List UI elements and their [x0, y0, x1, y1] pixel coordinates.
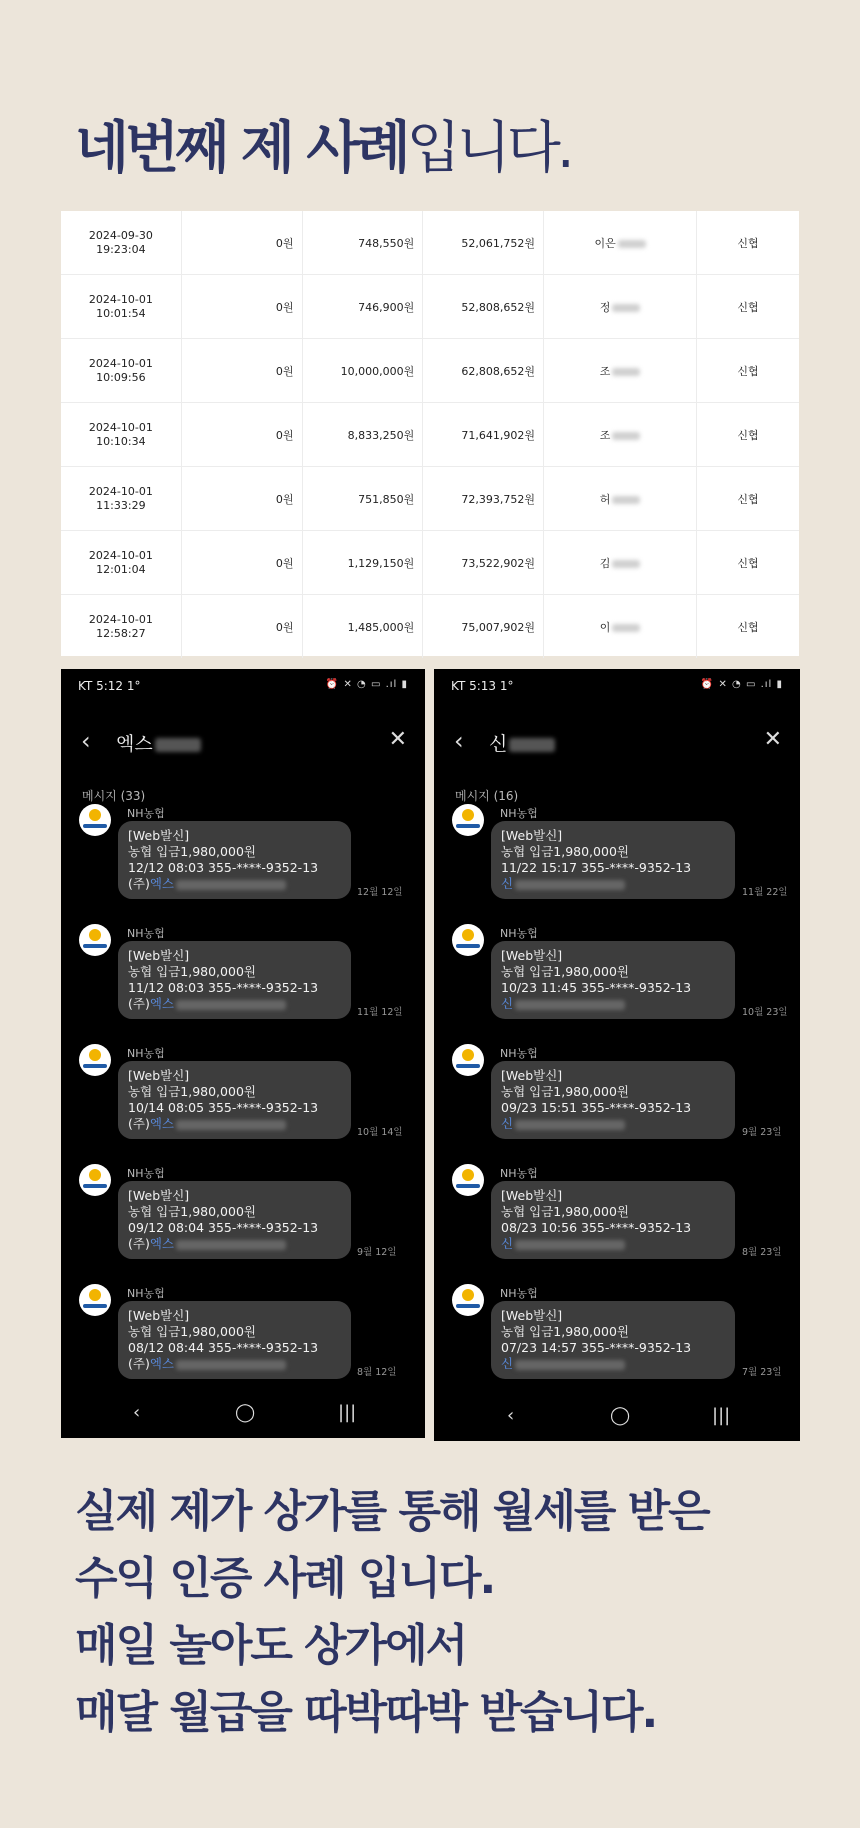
tx-bank: 신협	[737, 492, 759, 506]
tx-balance: 52,808,652원	[461, 300, 536, 314]
table-cell	[423, 467, 544, 531]
message-line: 농협 입금1,980,000원	[128, 964, 256, 979]
tx-name: 정	[599, 300, 611, 314]
table-cell	[181, 339, 302, 403]
message-bubble[interactable]	[491, 821, 735, 899]
tx-withdraw: 0원	[275, 236, 294, 250]
tx-date: 2024-10-01	[88, 484, 153, 498]
message-bubble[interactable]	[118, 1301, 351, 1379]
message-line: 신	[501, 1356, 725, 1372]
table-cell	[544, 467, 697, 531]
tx-bank: 신협	[737, 620, 759, 634]
message-item[interactable]	[61, 1044, 425, 1164]
nh-bank-logo-icon	[79, 1044, 111, 1076]
table-cell	[181, 595, 302, 659]
message-line: [Web발신]	[128, 828, 190, 843]
message-sender: NH농협	[127, 1047, 165, 1060]
body-line: 실제 제가 상가를 통해 월세를 받은	[75, 1486, 709, 1537]
table-cell	[423, 595, 544, 659]
message-line: 신	[501, 1116, 725, 1132]
tx-date: 2024-10-01	[88, 548, 153, 562]
message-date: 10월 14일	[357, 1127, 403, 1138]
nh-bank-logo-icon	[79, 804, 111, 836]
table-cell	[181, 403, 302, 467]
nav-back-icon[interactable]: ‹	[507, 1405, 515, 1426]
tx-bank: 신협	[737, 236, 759, 250]
tx-withdraw: 0원	[275, 620, 294, 634]
message-line: 농협 입금1,980,000원	[501, 964, 629, 979]
tx-time: 12:01:04	[96, 562, 146, 576]
tx-withdraw: 0원	[275, 492, 294, 506]
tx-date: 2024-10-01	[88, 420, 153, 434]
tx-name: 이	[599, 620, 611, 634]
nh-bank-logo-icon	[452, 804, 484, 836]
message-line: 10/23 11:45 355-****-9352-13	[501, 980, 692, 995]
table-cell	[423, 339, 544, 403]
message-line: 농협 입금1,980,000원	[501, 1324, 629, 1339]
blurred-text	[612, 368, 640, 376]
table-cell	[302, 595, 423, 659]
status-bar-time: KT 5:12 1°	[78, 679, 141, 693]
nav-recents-icon[interactable]: |||	[338, 1402, 357, 1423]
message-line: 09/23 15:51 355-****-9352-13	[501, 1100, 692, 1115]
blurred-text	[612, 624, 640, 632]
message-line: [Web발신]	[501, 948, 563, 963]
tx-date: 2024-10-01	[88, 292, 153, 306]
blurred-text	[176, 1120, 286, 1130]
blurred-text	[176, 880, 286, 890]
blurred-text	[176, 1000, 286, 1010]
message-item[interactable]	[61, 1284, 425, 1404]
blurred-text	[515, 1000, 625, 1010]
message-bubble[interactable]	[491, 1301, 735, 1379]
message-line: 08/12 08:44 355-****-9352-13	[128, 1340, 319, 1355]
nh-bank-logo-icon	[79, 1284, 111, 1316]
message-line: [Web발신]	[128, 1188, 190, 1203]
tx-name: 조	[599, 428, 611, 442]
tx-balance: 72,393,752원	[461, 492, 536, 506]
table-cell	[697, 211, 799, 275]
tx-bank: 신협	[737, 428, 759, 442]
message-line: (주)엑스	[128, 1116, 341, 1132]
table-cell	[302, 467, 423, 531]
table-cell	[61, 531, 181, 595]
back-icon[interactable]: ‹	[454, 727, 464, 755]
nh-bank-logo-icon	[79, 924, 111, 956]
table-cell	[697, 595, 799, 659]
nav-home-icon[interactable]: ◯	[235, 1402, 256, 1423]
tx-balance: 52,061,752원	[461, 236, 536, 250]
message-date: 8월 12일	[357, 1367, 397, 1378]
message-sender: NH농협	[500, 1047, 538, 1060]
tx-deposit: 10,000,000원	[340, 364, 415, 378]
table-cell	[181, 531, 302, 595]
tx-time: 10:01:54	[96, 306, 146, 320]
table-cell	[302, 403, 423, 467]
tx-balance: 75,007,902원	[461, 620, 536, 634]
blurred-text	[612, 304, 640, 312]
message-line: 농협 입금1,980,000원	[128, 1084, 256, 1099]
message-date: 7월 23일	[742, 1367, 782, 1378]
message-line: [Web발신]	[501, 828, 563, 843]
blurred-text	[515, 880, 625, 890]
message-line: 신	[501, 996, 725, 1012]
message-sender: NH농협	[127, 927, 165, 940]
message-line: 농협 입금1,980,000원	[128, 1204, 256, 1219]
table-row	[61, 275, 799, 339]
message-line: 08/23 10:56 355-****-9352-13	[501, 1220, 692, 1235]
tx-deposit: 746,900원	[358, 300, 415, 314]
tx-deposit: 751,850원	[358, 492, 415, 506]
message-bubble[interactable]	[118, 821, 351, 899]
message-date: 10월 23일	[742, 1007, 788, 1018]
message-line: 12/12 08:03 355-****-9352-13	[128, 860, 319, 875]
table-cell	[697, 339, 799, 403]
transaction-table	[61, 211, 799, 656]
message-date: 12월 12일	[357, 887, 403, 898]
nh-bank-logo-icon	[452, 1044, 484, 1076]
close-icon[interactable]: ✕	[763, 727, 782, 752]
message-bubble[interactable]	[118, 1061, 351, 1139]
message-line: (주)엑스	[128, 996, 341, 1012]
tx-withdraw: 0원	[275, 364, 294, 378]
page-title	[75, 104, 571, 184]
tx-withdraw: 0원	[275, 428, 294, 442]
table-cell	[302, 275, 423, 339]
message-item[interactable]	[434, 804, 800, 924]
message-bubble[interactable]	[491, 1181, 735, 1259]
message-line: [Web발신]	[501, 1308, 563, 1323]
message-line: 07/23 14:57 355-****-9352-13	[501, 1340, 692, 1355]
body-text	[75, 1478, 709, 1746]
blurred-text	[515, 1120, 625, 1130]
table-cell	[302, 211, 423, 275]
message-date: 9월 23일	[742, 1127, 782, 1138]
tx-time: 10:09:56	[96, 370, 146, 384]
tx-time: 19:23:04	[96, 242, 146, 256]
table-cell	[61, 339, 181, 403]
message-line: 10/14 08:05 355-****-9352-13	[128, 1100, 319, 1115]
contact-name: 엑스	[116, 729, 201, 756]
blurred-text	[155, 738, 201, 752]
tx-time: 12:58:27	[96, 626, 146, 640]
message-item[interactable]	[61, 924, 425, 1044]
table-cell	[61, 403, 181, 467]
table-row	[61, 595, 799, 659]
table-row	[61, 467, 799, 531]
message-line: (주)엑스	[128, 1236, 341, 1252]
body-line: 수익 인증 사례 입니다.	[75, 1553, 495, 1604]
message-line: [Web발신]	[501, 1188, 563, 1203]
table-cell	[423, 211, 544, 275]
message-sender: NH농협	[500, 1167, 538, 1180]
tx-bank: 신협	[737, 300, 759, 314]
message-item[interactable]	[434, 1164, 800, 1284]
message-date: 8월 23일	[742, 1247, 782, 1258]
message-bubble[interactable]	[118, 1181, 351, 1259]
phone-screenshot-1	[61, 669, 425, 1438]
message-bubble[interactable]	[491, 941, 735, 1019]
tx-name: 김	[599, 556, 611, 570]
nav-recents-icon[interactable]: |||	[712, 1405, 731, 1426]
table-row	[61, 531, 799, 595]
table-cell	[423, 275, 544, 339]
blurred-text	[612, 432, 640, 440]
tx-balance: 73,522,902원	[461, 556, 536, 570]
message-line: 농협 입금1,980,000원	[501, 1204, 629, 1219]
blurred-text	[176, 1360, 286, 1370]
message-line: 11/12 08:03 355-****-9352-13	[128, 980, 319, 995]
message-item[interactable]	[61, 1164, 425, 1284]
nh-bank-logo-icon	[79, 1164, 111, 1196]
table-row	[61, 403, 799, 467]
table-cell	[181, 275, 302, 339]
table-cell	[61, 275, 181, 339]
table-cell	[61, 595, 181, 659]
blurred-text	[618, 240, 646, 248]
tx-deposit: 8,833,250원	[347, 428, 415, 442]
blurred-text	[515, 1360, 625, 1370]
message-sender: NH농협	[127, 1287, 165, 1300]
message-count: 메시지 (16)	[455, 789, 519, 803]
message-line: 신	[501, 876, 725, 892]
nh-bank-logo-icon	[452, 924, 484, 956]
table-cell	[302, 531, 423, 595]
message-sender: NH농협	[500, 927, 538, 940]
table-row	[61, 339, 799, 403]
table-cell	[544, 211, 697, 275]
table-cell	[544, 595, 697, 659]
message-bubble[interactable]	[491, 1061, 735, 1139]
back-icon[interactable]: ‹	[81, 727, 91, 755]
message-sender: NH농협	[500, 807, 538, 820]
table-cell	[61, 211, 181, 275]
message-line: (주)엑스	[128, 1356, 341, 1372]
message-item[interactable]	[434, 924, 800, 1044]
tx-bank: 신협	[737, 556, 759, 570]
nav-home-icon[interactable]: ◯	[610, 1405, 631, 1426]
table-cell	[423, 531, 544, 595]
message-date: 9월 12일	[357, 1247, 397, 1258]
blurred-text	[612, 496, 640, 504]
message-sender: NH농협	[500, 1287, 538, 1300]
tx-name: 이은	[594, 236, 616, 250]
table-cell	[181, 211, 302, 275]
tx-withdraw: 0원	[275, 556, 294, 570]
table-cell	[697, 275, 799, 339]
table-cell	[544, 339, 697, 403]
table-cell	[697, 531, 799, 595]
tx-name: 허	[599, 492, 611, 506]
android-nav-bar	[434, 1395, 800, 1441]
message-item[interactable]	[434, 1044, 800, 1164]
message-item[interactable]	[61, 804, 425, 924]
message-line: 농협 입금1,980,000원	[128, 1324, 256, 1339]
tx-time: 10:10:34	[96, 434, 146, 448]
message-item[interactable]	[434, 1284, 800, 1404]
tx-bank: 신협	[737, 364, 759, 378]
message-bubble[interactable]	[118, 941, 351, 1019]
message-line: [Web발신]	[128, 1068, 190, 1083]
message-line: [Web발신]	[501, 1068, 563, 1083]
table-cell	[544, 531, 697, 595]
table-cell	[61, 467, 181, 531]
status-icons: ⏰ ✕ ◔ ▭ .ıl ▮	[325, 679, 408, 690]
body-line: 매달 월급을 따박따박 받습니다.	[75, 1687, 657, 1738]
message-date: 11월 12일	[357, 1007, 403, 1018]
message-count: 메시지 (33)	[82, 789, 146, 803]
tx-date: 2024-09-30	[88, 228, 153, 242]
table-cell	[697, 467, 799, 531]
close-icon[interactable]: ✕	[388, 727, 407, 752]
table-cell	[302, 339, 423, 403]
message-line: [Web발신]	[128, 1308, 190, 1323]
title-bold: 네번째 제 사례	[75, 116, 407, 181]
tx-balance: 71,641,902원	[461, 428, 536, 442]
message-line: 신	[501, 1236, 725, 1252]
status-icons: ⏰ ✕ ◔ ▭ .ıl ▮	[700, 679, 783, 690]
blurred-text	[176, 1240, 286, 1250]
message-line: 농협 입금1,980,000원	[128, 844, 256, 859]
tx-deposit: 1,485,000원	[347, 620, 415, 634]
blurred-text	[515, 1240, 625, 1250]
tx-deposit: 748,550원	[358, 236, 415, 250]
table-cell	[181, 467, 302, 531]
table-cell	[544, 403, 697, 467]
message-line: 농협 입금1,980,000원	[501, 844, 629, 859]
tx-deposit: 1,129,150원	[347, 556, 415, 570]
nh-bank-logo-icon	[452, 1164, 484, 1196]
table-row	[61, 211, 799, 275]
message-line: 11/22 15:17 355-****-9352-13	[501, 860, 692, 875]
table-cell	[544, 275, 697, 339]
tx-withdraw: 0원	[275, 300, 294, 314]
tx-date: 2024-10-01	[88, 356, 153, 370]
status-bar-time: KT 5:13 1°	[451, 679, 514, 693]
table-cell	[697, 403, 799, 467]
tx-balance: 62,808,652원	[461, 364, 536, 378]
message-line: (주)엑스	[128, 876, 341, 892]
nav-back-icon[interactable]: ‹	[133, 1402, 141, 1423]
title-light: 입니다.	[406, 116, 571, 181]
phone-screenshot-2	[434, 669, 800, 1441]
android-nav-bar	[61, 1392, 425, 1438]
message-line: 농협 입금1,980,000원	[501, 1084, 629, 1099]
tx-date: 2024-10-01	[88, 612, 153, 626]
nh-bank-logo-icon	[452, 1284, 484, 1316]
message-line: 09/12 08:04 355-****-9352-13	[128, 1220, 319, 1235]
message-sender: NH농협	[127, 1167, 165, 1180]
message-date: 11월 22일	[742, 887, 788, 898]
message-line: [Web발신]	[128, 948, 190, 963]
table-cell	[423, 403, 544, 467]
blurred-text	[612, 560, 640, 568]
tx-name: 조	[599, 364, 611, 378]
blurred-text	[509, 738, 555, 752]
contact-name: 신	[489, 729, 555, 756]
message-sender: NH농협	[127, 807, 165, 820]
tx-time: 11:33:29	[96, 498, 146, 512]
body-line: 매일 놀아도 상가에서	[75, 1620, 467, 1671]
